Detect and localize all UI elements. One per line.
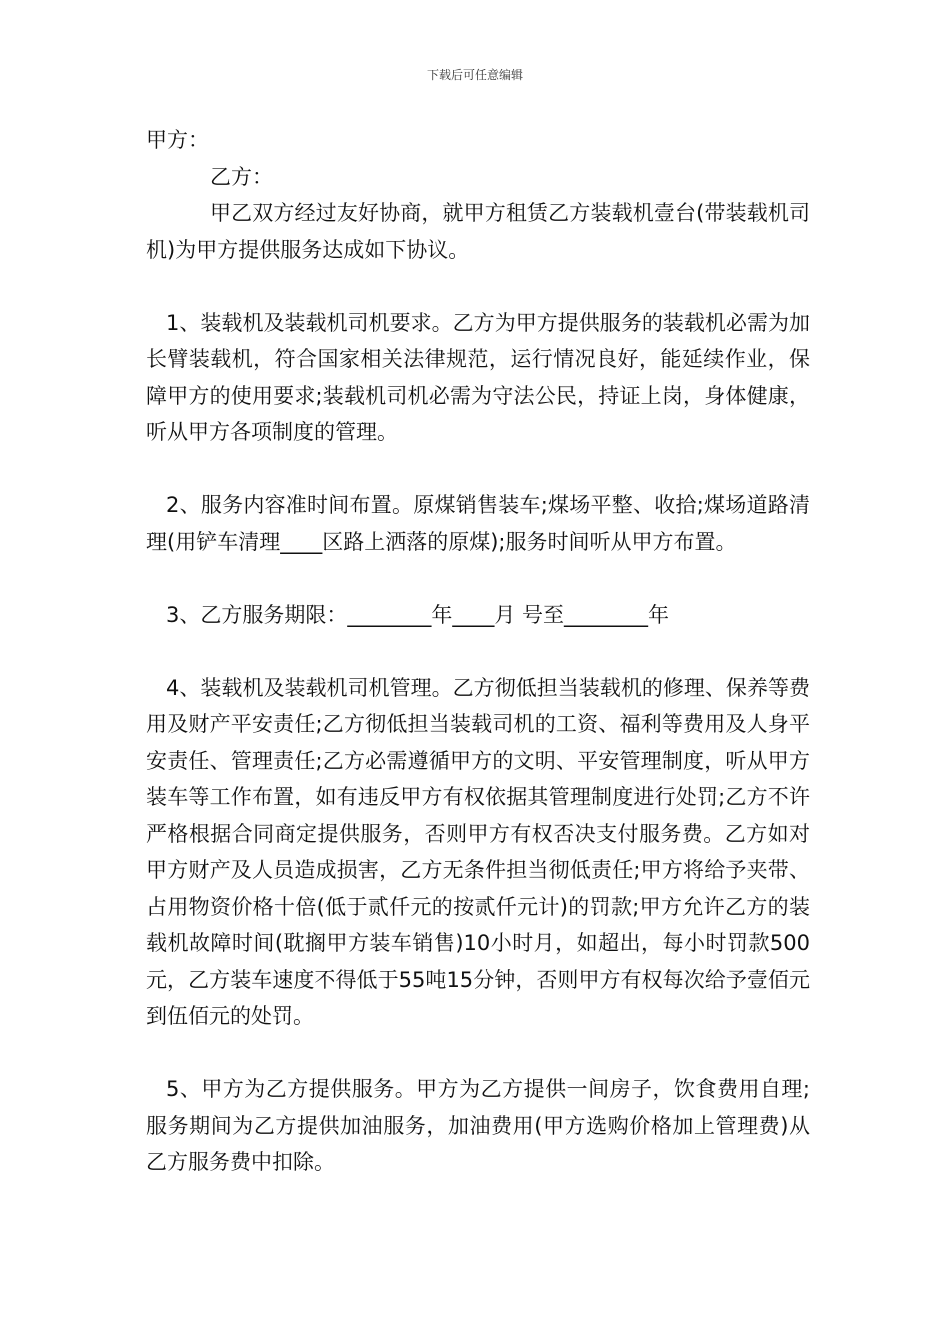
- spacer: [146, 1035, 810, 1072]
- intro-paragraph: 甲乙双方经过友好协商，就甲方租赁乙方装载机壹台(带装载机司机)为甲方提供服务达成如下协议。: [146, 201, 810, 262]
- clause-5: 5、甲方为乙方提供服务。甲方为乙方提供一间房子，饮食费用自理;服务期间为乙方提供加油服务，加油费用(甲方选购价格加上管理费)从乙方服务费中扣除。: [146, 1077, 810, 1174]
- spacer: [146, 633, 810, 670]
- spacer: [146, 451, 810, 488]
- clause-3: 3、乙方服务期限：________年____月 号至________年: [166, 602, 670, 627]
- page-header: 下载后可任意编辑: [426, 68, 523, 82]
- clause-4: 4、装载机及装载机司机管理。乙方彻低担当装载机的修理、保养等费用及财产平安责任;乙方彻低担当装载司机的工资、福利等费用及人身平安责任、管理责任;乙方必需遵循甲方的文明、平安管理制度，听从甲方装车等工作布置，如有违反甲方有权依据其管理制度进行处罚;乙方不许严格根据合同商定提供服务，否则甲方有权否决支付服务费。乙方如对甲方财产及人员造成损害，乙方无条件担当彻低责任;甲方将给予夹带、占用物资价格十倍(低于贰仟元的按贰仟元计)的罚款;甲方允许乙方的装载机故障时间(耽搁甲方装车销售)10小时月，如超出，每小时罚款500元，乙方装车速度不得低于55吨15分钟，否则甲方有权每次给予壹佰元到伍佰元的处罚。: [146, 675, 810, 1028]
- party-b-label: 乙方：: [210, 164, 273, 189]
- spacer: [146, 268, 810, 305]
- document-body: [146, 122, 810, 1181]
- clause-2: 2、服务内容准时间布置。原煤销售装车;煤场平整、收拾;煤场道路清理(用铲车清理____区路上洒落的原煤);服务时间听从甲方布置。: [146, 493, 810, 554]
- party-a-label: 甲方：: [146, 128, 209, 152]
- spacer: [146, 560, 810, 597]
- clause-1: 1、装载机及装载机司机要求。乙方为甲方提供服务的装载机必需为加长臂装载机，符合国家相关法律规范，运行情况良好，能延续作业，保障甲方的使用要求;装载机司机必需为守法公民，持证上岗，身体健康，听从甲方各项制度的管理。: [146, 310, 810, 444]
